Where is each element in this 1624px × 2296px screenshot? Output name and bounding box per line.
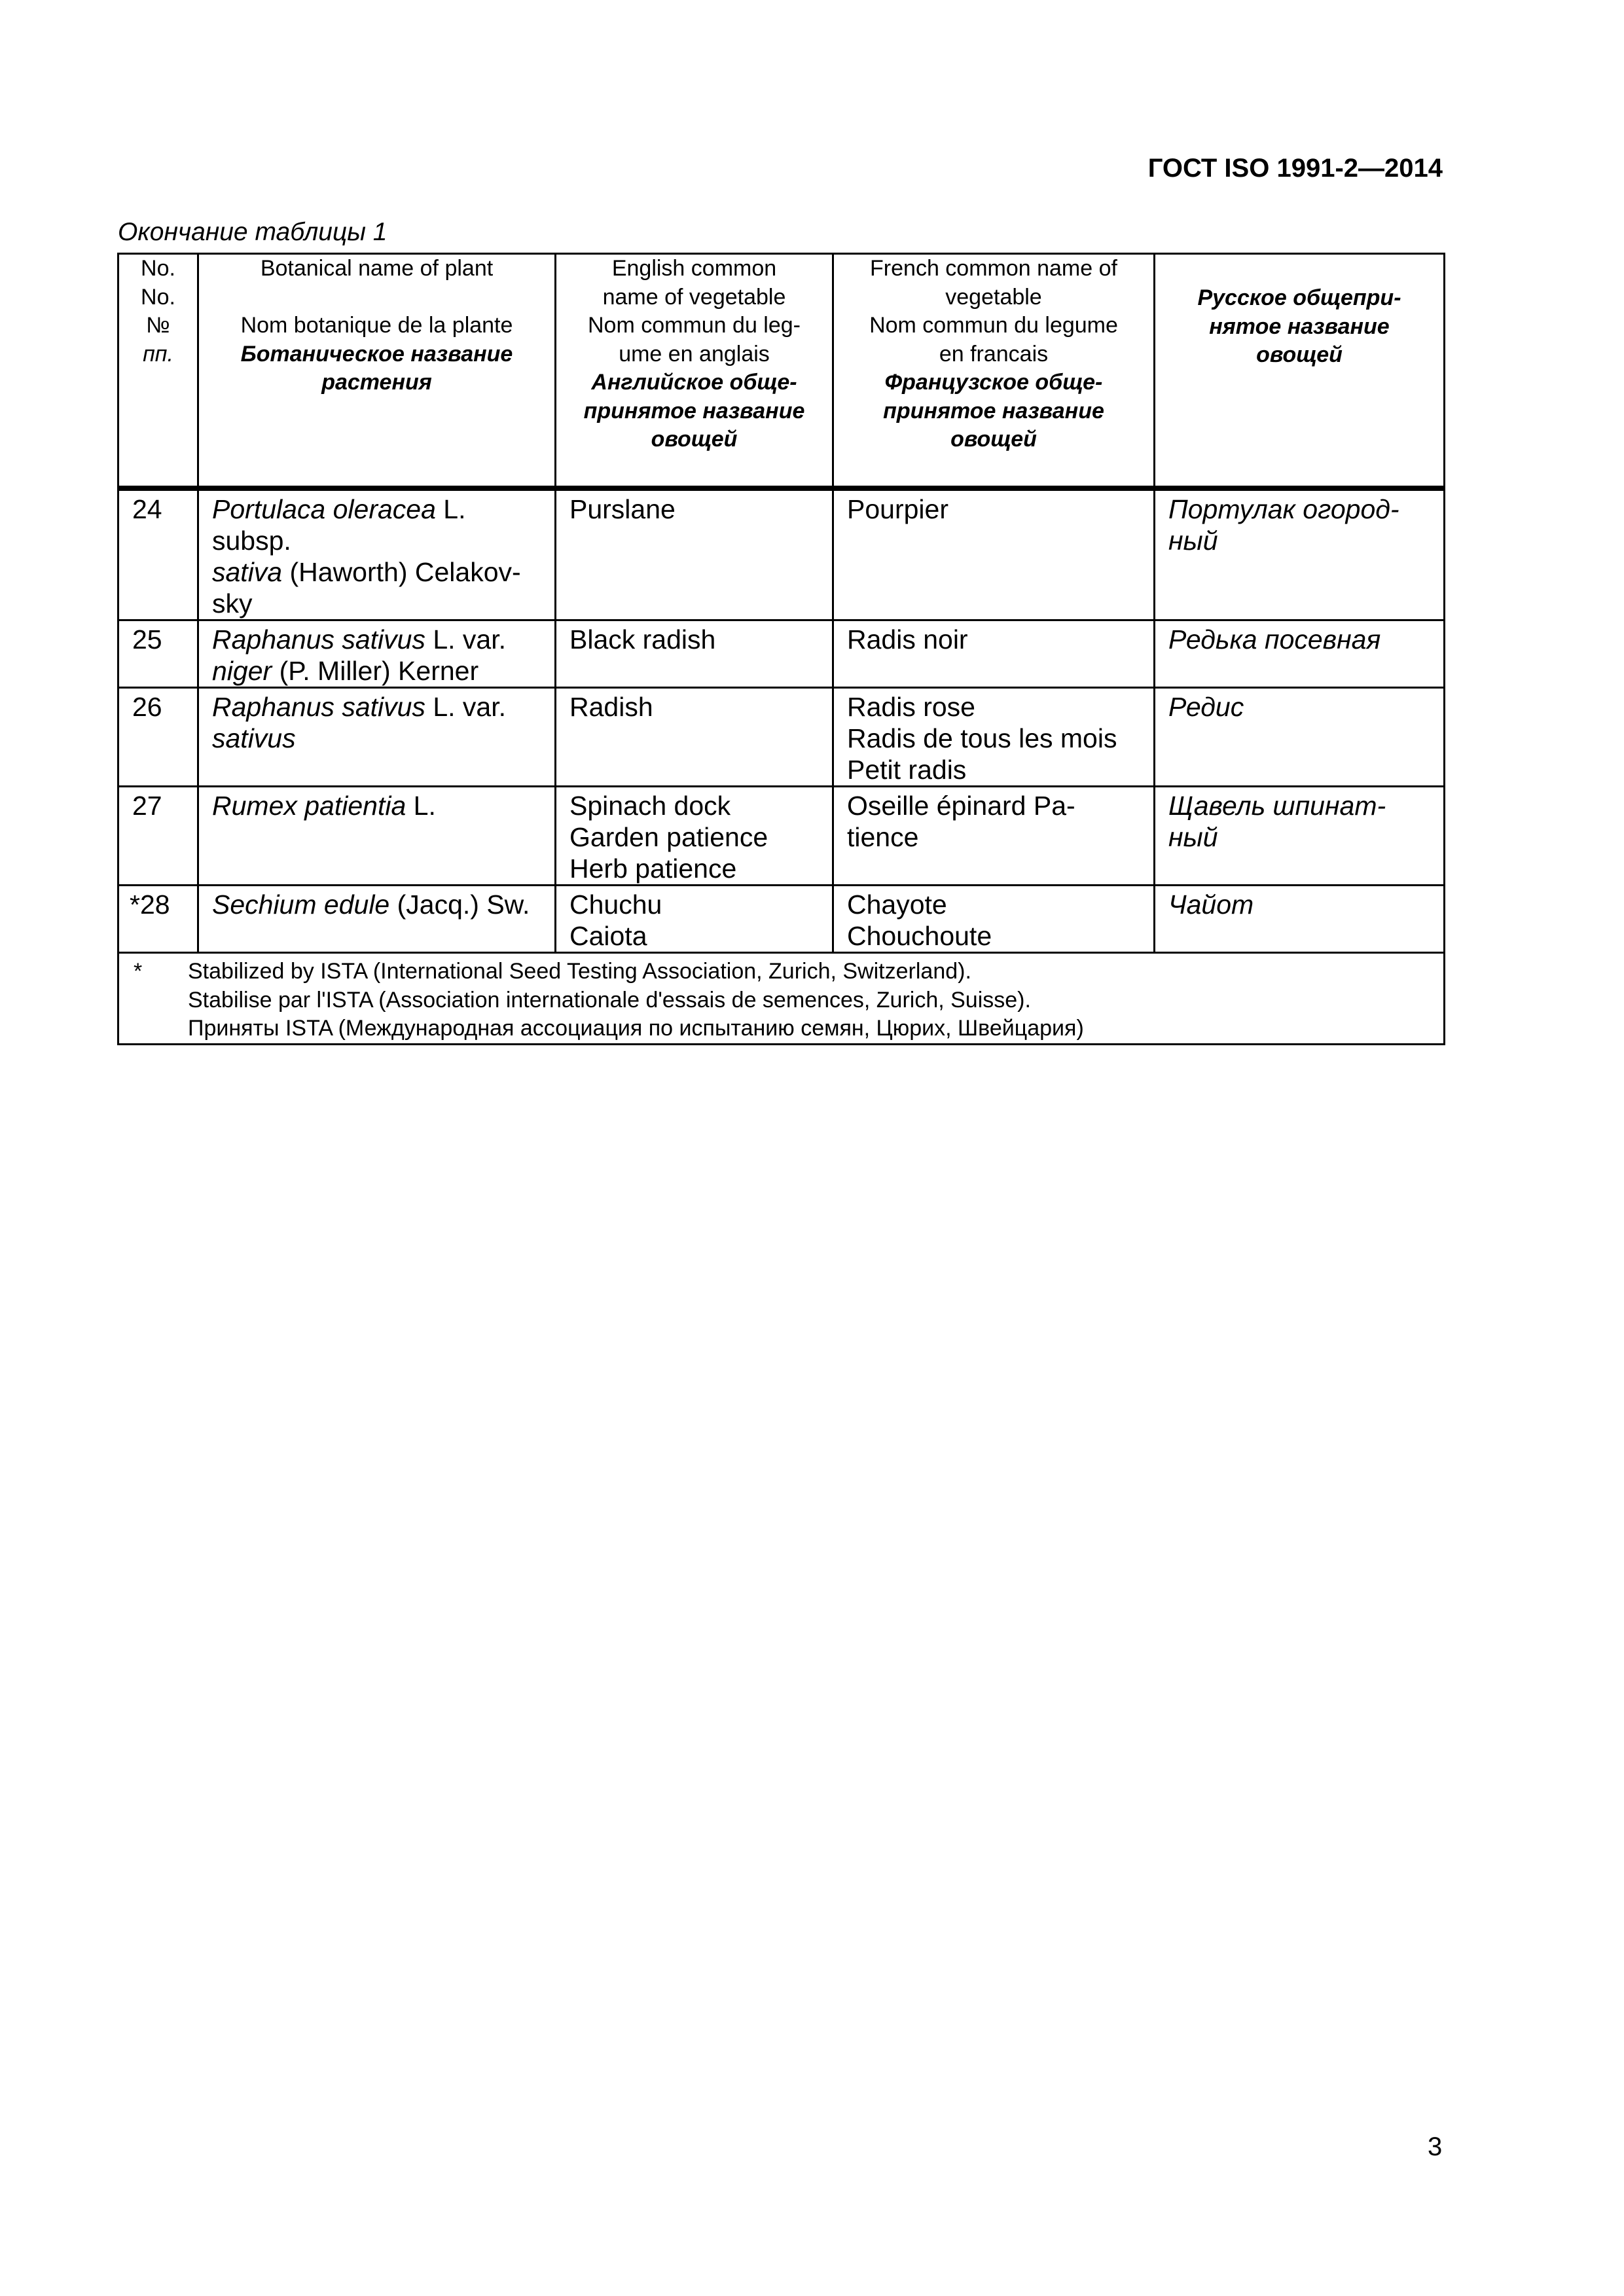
- page-number: 3: [1428, 2132, 1443, 2161]
- footnote-row: [118, 953, 1445, 1045]
- vegetable-names-table: [117, 253, 1445, 1045]
- header-russian: Русское общепри- нятое название овощей: [1155, 254, 1445, 489]
- french-name: Chayote Chouchoute: [833, 886, 1155, 953]
- botanical-name: Sechium edule (Jacq.) Sw.: [198, 886, 556, 953]
- header-no: No. No. № пп.: [118, 254, 198, 489]
- table-row: [118, 488, 1445, 620]
- table-caption: Окончание таблицы 1: [118, 218, 388, 246]
- header-botanical: Botanical name of plant Nom botanique de la plante Ботаническое название растения: [198, 254, 556, 489]
- russian-name: Щавель шпинат- ный: [1155, 787, 1445, 886]
- header-french: French common name of vegetable Nom commun du legume en francais Французское обще- принятое название овощей: [833, 254, 1155, 489]
- russian-name: Портулак огород- ный: [1155, 488, 1445, 620]
- row-number: 27: [118, 787, 198, 886]
- english-name: Black radish: [556, 620, 833, 688]
- row-number: 24: [118, 488, 198, 620]
- french-name: Radis rose Radis de tous les mois Petit radis: [833, 688, 1155, 787]
- french-name: Pourpier: [833, 488, 1155, 620]
- table-row: [118, 620, 1445, 688]
- footnote-line-ru: Приняты ISTA (Международная ассоциация по испытанию семян, Цюрих, Швейцария): [188, 1016, 1084, 1041]
- russian-name: Редька посевная: [1155, 620, 1445, 688]
- english-name: Chuchu Caiota: [556, 886, 833, 953]
- french-name: Radis noir: [833, 620, 1155, 688]
- row-number: 26: [118, 688, 198, 787]
- table-row: [118, 886, 1445, 953]
- header-english: English common name of vegetable Nom commun du leg- ume en anglais Английское обще- принятое название овощей: [556, 254, 833, 489]
- english-name: Spinach dock Garden patience Herb patience: [556, 787, 833, 886]
- footnote-marker: *: [134, 959, 143, 984]
- russian-name: Чайот: [1155, 886, 1445, 953]
- botanical-name: Rumex patientia L.: [198, 787, 556, 886]
- botanical-name: Portulaca oleracea L. subsp. sativa (Haworth) Celakov- sky: [198, 488, 556, 620]
- footnote-line-fr: Stabilise par l'ISTA (Association internationale d'essais de semences, Zurich, Suisse).: [188, 987, 1031, 1013]
- english-name: Purslane: [556, 488, 833, 620]
- russian-name: Редис: [1155, 688, 1445, 787]
- table-row: [118, 688, 1445, 787]
- botanical-name: Raphanus sativus L. var. niger (P. Miller) Kerner: [198, 620, 556, 688]
- french-name: Oseille épinard Pa- tience: [833, 787, 1155, 886]
- standard-code: ГОСТ ISO 1991-2—2014: [1147, 154, 1443, 183]
- footnote-line-en: Stabilized by ISTA (International Seed Testing Association, Zurich, Switzerland).: [188, 959, 971, 984]
- row-number: 25: [118, 620, 198, 688]
- table-header-row: [118, 254, 1445, 489]
- footnote: [118, 953, 1445, 1045]
- row-number: *28: [118, 886, 198, 953]
- table-row: [118, 787, 1445, 886]
- english-name: Radish: [556, 688, 833, 787]
- botanical-name: Raphanus sativus L. var. sativus: [198, 688, 556, 787]
